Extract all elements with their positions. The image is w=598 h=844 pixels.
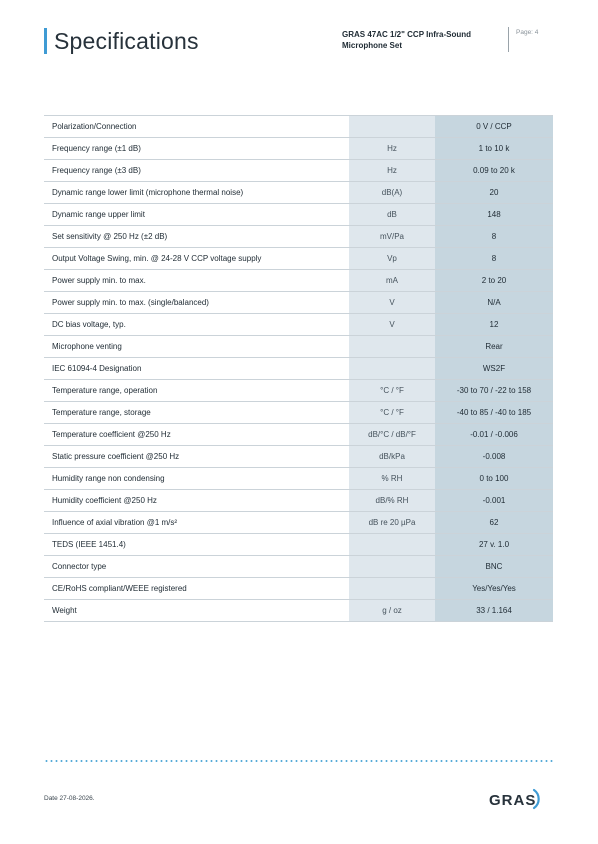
spec-unit: dB [349, 204, 435, 226]
spec-row [44, 380, 553, 402]
spec-value: 148 [435, 204, 553, 226]
spec-row [44, 490, 553, 512]
spec-unit [349, 556, 435, 578]
spec-unit [349, 116, 435, 138]
spec-parameter: Influence of axial vibration @1 m/s² [44, 512, 349, 534]
spec-unit: V [349, 292, 435, 314]
spec-row [44, 534, 553, 556]
spec-parameter: CE/RoHS compliant/WEEE registered [44, 578, 349, 600]
spec-value: 33 / 1.164 [435, 600, 553, 622]
spec-parameter: Polarization/Connection [44, 116, 349, 138]
spec-value: 0 to 100 [435, 468, 553, 490]
spec-value: -40 to 85 / -40 to 185 [435, 402, 553, 424]
spec-row [44, 116, 553, 138]
spec-parameter: Set sensitivity @ 250 Hz (±2 dB) [44, 226, 349, 248]
spec-parameter: Frequency range (±3 dB) [44, 160, 349, 182]
spec-parameter: Connector type [44, 556, 349, 578]
spec-row [44, 160, 553, 182]
spec-value: -0.008 [435, 446, 553, 468]
spec-unit: mV/Pa [349, 226, 435, 248]
specifications-table [44, 115, 553, 622]
spec-parameter: Dynamic range lower limit (microphone thermal noise) [44, 182, 349, 204]
spec-parameter: DC bias voltage, typ. [44, 314, 349, 336]
page-number: Page: 4 [516, 29, 539, 36]
spec-row [44, 292, 553, 314]
spec-value: 1 to 10 k [435, 138, 553, 160]
spec-value: -0.001 [435, 490, 553, 512]
spec-parameter: Humidity range non condensing [44, 468, 349, 490]
spec-value: 27 v. 1.0 [435, 534, 553, 556]
spec-value: 20 [435, 182, 553, 204]
spec-row [44, 446, 553, 468]
spec-row [44, 204, 553, 226]
spec-row [44, 402, 553, 424]
spec-value: 8 [435, 226, 553, 248]
spec-parameter: Power supply min. to max. (single/balanced) [44, 292, 349, 314]
spec-value: -0.01 / -0.006 [435, 424, 553, 446]
spec-value: WS2F [435, 358, 553, 380]
spec-value: Yes/Yes/Yes [435, 578, 553, 600]
spec-value: N/A [435, 292, 553, 314]
spec-value: 62 [435, 512, 553, 534]
spec-unit: dB(A) [349, 182, 435, 204]
spec-parameter: Weight [44, 600, 349, 622]
spec-value: -30 to 70 / -22 to 158 [435, 380, 553, 402]
spec-parameter: Temperature coefficient @250 Hz [44, 424, 349, 446]
spec-parameter: IEC 61094-4 Designation [44, 358, 349, 380]
spec-parameter: Temperature range, storage [44, 402, 349, 424]
spec-unit: g / oz [349, 600, 435, 622]
spec-parameter: Static pressure coefficient @250 Hz [44, 446, 349, 468]
spec-unit [349, 358, 435, 380]
dotted-divider [44, 760, 554, 762]
spec-unit: dB/kPa [349, 446, 435, 468]
spec-row [44, 182, 553, 204]
spec-unit: °C / °F [349, 402, 435, 424]
spec-parameter: Humidity coefficient @250 Hz [44, 490, 349, 512]
spec-value: 12 [435, 314, 553, 336]
spec-parameter: TEDS (IEEE 1451.4) [44, 534, 349, 556]
spec-row [44, 270, 553, 292]
gras-logo [487, 786, 547, 812]
page-separator [508, 27, 509, 52]
spec-row [44, 578, 553, 600]
spec-row [44, 600, 553, 622]
gras-logo-text: GRAS [489, 792, 537, 809]
spec-row [44, 314, 553, 336]
spec-row [44, 358, 553, 380]
spec-row [44, 468, 553, 490]
spec-row [44, 512, 553, 534]
spec-unit [349, 578, 435, 600]
spec-unit: mA [349, 270, 435, 292]
spec-unit: Hz [349, 160, 435, 182]
spec-parameter: Output Voltage Swing, min. @ 24-28 V CCP voltage supply [44, 248, 349, 270]
spec-row [44, 226, 553, 248]
spec-unit: % RH [349, 468, 435, 490]
spec-parameter: Microphone venting [44, 336, 349, 358]
spec-unit: V [349, 314, 435, 336]
spec-unit: dB/% RH [349, 490, 435, 512]
footer-date: Date 27-08-2026. [44, 795, 95, 802]
spec-row [44, 336, 553, 358]
spec-unit: dB/°C / dB/°F [349, 424, 435, 446]
spec-value: 8 [435, 248, 553, 270]
spec-unit: °C / °F [349, 380, 435, 402]
title-accent-bar [44, 28, 47, 54]
spec-value: 0 V / CCP [435, 116, 553, 138]
spec-value: Rear [435, 336, 553, 358]
spec-value: 2 to 20 [435, 270, 553, 292]
spec-parameter: Power supply min. to max. [44, 270, 349, 292]
spec-unit: Hz [349, 138, 435, 160]
page-title: Specifications [54, 28, 199, 54]
spec-row [44, 138, 553, 160]
spec-row [44, 556, 553, 578]
spec-parameter: Temperature range, operation [44, 380, 349, 402]
spec-parameter: Frequency range (±1 dB) [44, 138, 349, 160]
spec-unit: Vp [349, 248, 435, 270]
spec-value: 0.09 to 20 k [435, 160, 553, 182]
product-name: GRAS 47AC 1/2" CCP Infra-Sound Microphone Set [342, 30, 471, 50]
spec-unit: dB re 20 µPa [349, 512, 435, 534]
spec-row [44, 248, 553, 270]
spec-unit [349, 336, 435, 358]
spec-value: BNC [435, 556, 553, 578]
spec-row [44, 424, 553, 446]
spec-unit [349, 534, 435, 556]
spec-parameter: Dynamic range upper limit [44, 204, 349, 226]
